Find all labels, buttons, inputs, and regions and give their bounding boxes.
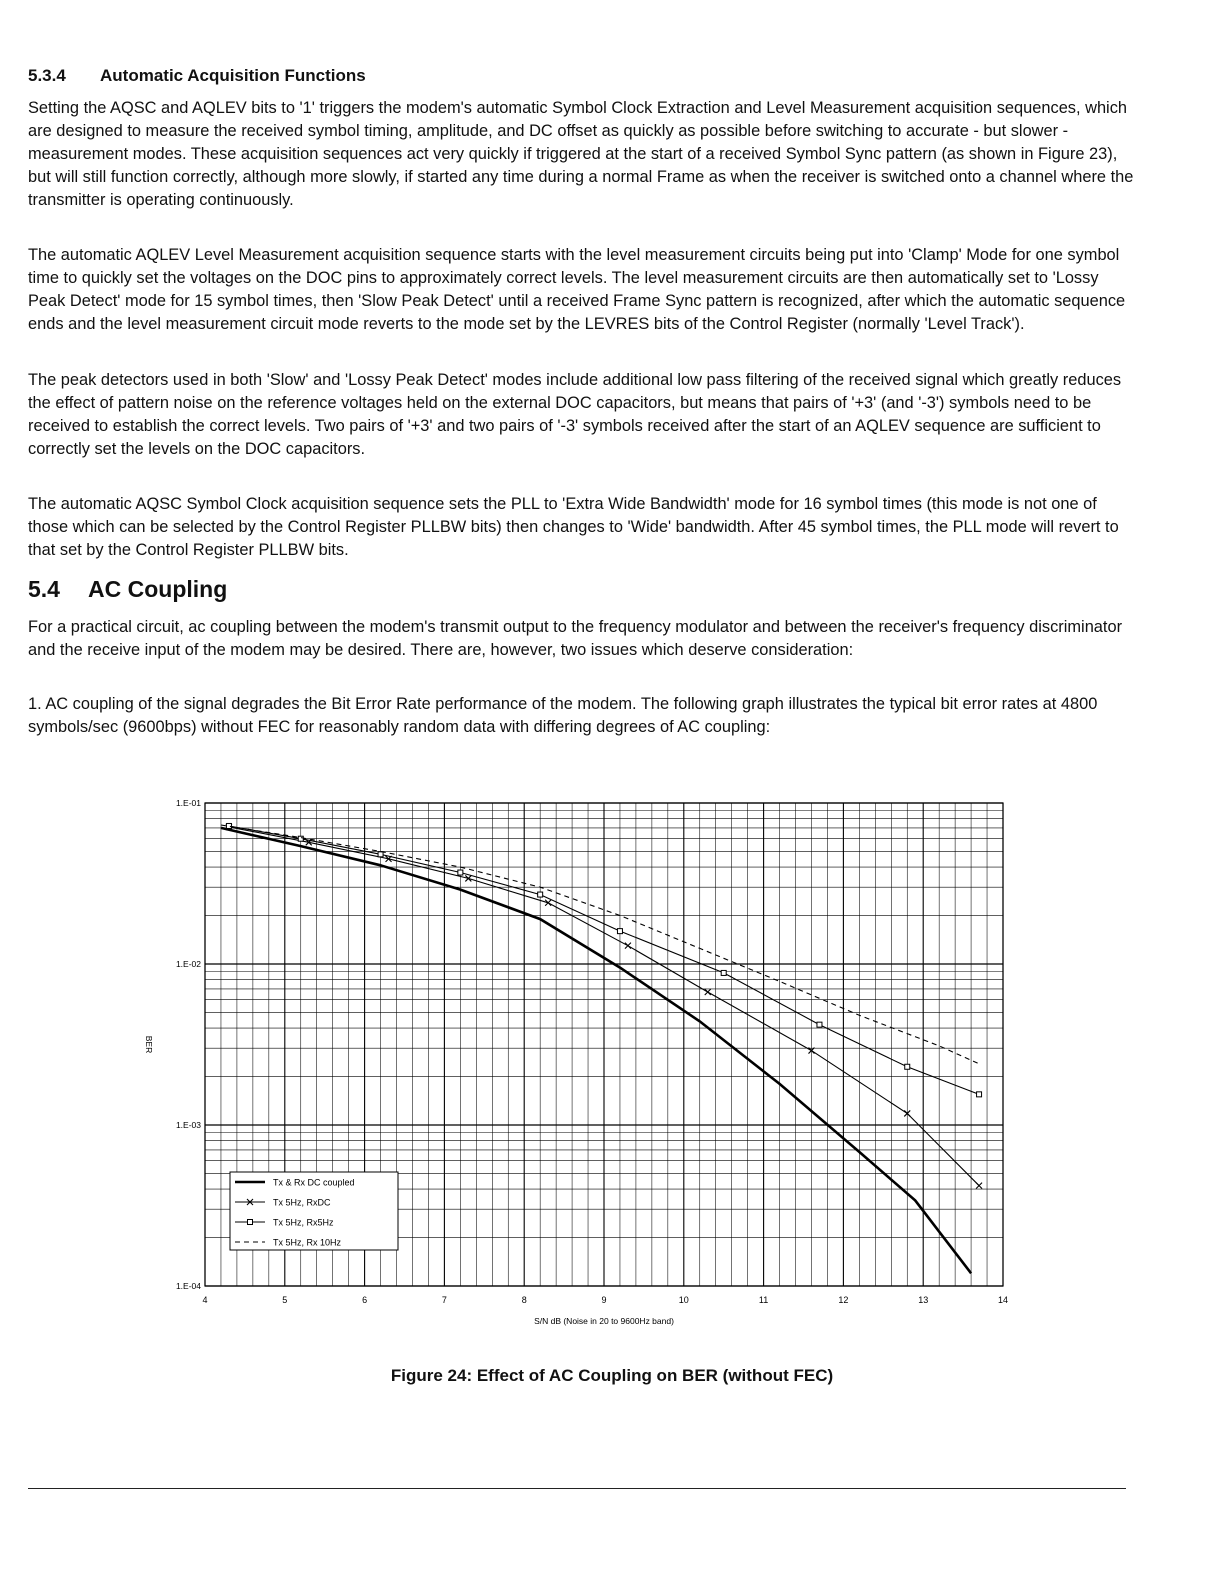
marker-square — [226, 823, 231, 828]
legend — [230, 1172, 398, 1250]
y-tick-label: 1.E-03 — [175, 1120, 201, 1130]
paragraph-aqlev-sequence: The automatic AQLEV Level Measurement acquisition sequence starts with the level measurement circuits being put into 'Clamp' Mode for one symbol time to quickly set the voltages on the DOC pins to approximately correct levels. The level measurement circuits are then automatically set to 'Lossy Peak Detect' mode for 15 symbol times, then 'Slow Peak Detect' until a received Frame Sync pattern is recognized, after which the automatic sequence ends and the level measurement circuit mode reverts to the mode set by the LEVRES bits of the Control Register (normally 'Level Track'). — [28, 246, 1126, 333]
marker-square — [378, 852, 383, 857]
x-tick-label: 13 — [918, 1295, 929, 1305]
legend-label: Tx & Rx DC coupled — [273, 1177, 355, 1188]
x-tick-label: 6 — [362, 1295, 368, 1305]
marker-x — [545, 900, 551, 906]
section-title: AC Coupling — [88, 576, 228, 602]
marker-square — [817, 1022, 822, 1027]
marker-square — [721, 970, 726, 975]
x-axis-label: S/N dB (Noise in 20 to 9600Hz band) — [534, 1316, 674, 1326]
y-tick-label: 1.E-02 — [175, 959, 201, 969]
x-tick-label: 8 — [521, 1295, 527, 1305]
paragraph-aqsc-aqlev: Setting the AQSC and AQLEV bits to '1' triggers the modem's automatic Symbol Clock Extraction and Level Measurement acquisition sequences, which are designed to measure the received symbol timing, amplitude, and DC offset as quickly as possible before switching to accurate - but slower - measurement modes. These acquisition sequences act very quickly if triggered at the start of a received Symbol Sync pattern (as shown in Figure 23), but will still function correctly, although more slowly, if started any time during a normal Frame as when the receiver is switched onto a channel where the transmitter is operating continuously. — [28, 99, 1134, 209]
footer-rule — [28, 1488, 1126, 1489]
marker-x — [625, 943, 631, 949]
marker-square — [538, 892, 543, 897]
section-title: Automatic Acquisition Functions — [100, 66, 366, 85]
x-tick-label: 9 — [601, 1295, 607, 1305]
x-tick-label: 11 — [758, 1295, 769, 1305]
marker-square — [617, 929, 622, 934]
x-tick-label: 12 — [838, 1295, 849, 1305]
section-heading-534 — [28, 66, 366, 86]
x-tick-label: 10 — [678, 1295, 689, 1305]
paragraph-aqsc-sequence: The automatic AQSC Symbol Clock acquisition sequence sets the PLL to 'Extra Wide Bandwidth' mode for 16 symbol times (this mode is not one of those which can be selected by the Control Register PLLBW bits) then changes to 'Wide' bandwidth. After 45 symbol times, the PLL mode will revert to that set by the Control Register PLLBW bits. — [28, 495, 1119, 559]
y-axis-label: BER — [144, 1035, 154, 1054]
ber-chart — [0, 790, 1224, 1350]
figure-caption: Figure 24: Effect of AC Coupling on BER (without FEC) — [390, 1366, 834, 1385]
x-tick-label: 7 — [441, 1295, 447, 1305]
paragraph-ac-coupling-intro: For a practical circuit, ac coupling between the modem's transmit output to the frequency modulator and between the receiver's frequency discriminator and the receive input of the modem may be desired. There are, however, two issues which deserve consideration: — [28, 618, 1123, 659]
marker-square — [977, 1092, 982, 1097]
x-tick-label: 14 — [997, 1295, 1009, 1305]
x-tick-label: 5 — [282, 1295, 288, 1305]
y-tick-label: 1.E-04 — [175, 1281, 201, 1291]
x-tick-label: 4 — [202, 1295, 208, 1305]
section-heading-54 — [28, 576, 227, 603]
legend-label: Tx 5Hz, RxDC — [273, 1197, 331, 1208]
marker-square — [298, 836, 303, 841]
marker-square — [905, 1064, 910, 1069]
marker-square — [458, 870, 463, 875]
legend-label: Tx 5Hz, Rx5Hz — [273, 1217, 334, 1228]
section-number: 5.4 — [28, 576, 60, 602]
legend-label: Tx 5Hz, Rx 10Hz — [273, 1237, 342, 1248]
paragraph-peak-detectors: The peak detectors used in both 'Slow' and 'Lossy Peak Detect' modes include additional low pass filtering of the received signal which greatly reduces the effect of pattern noise on the reference voltages held on the external DOC capacitors, but means that pairs of '+3' (and '-3') symbols need to be received to establish the correct levels. Two pairs of '+3' and two pairs of '-3' symbols received after the start of an AQLEV sequence are sufficient to correctly set the levels on the DOC capacitors. — [28, 371, 1122, 458]
y-tick-label: 1.E-01 — [175, 798, 201, 808]
marker-x — [976, 1183, 982, 1189]
marker-square — [248, 1220, 253, 1225]
section-number: 5.3.4 — [28, 66, 66, 85]
marker-x — [705, 989, 711, 995]
paragraph-ac-coupling-issue-1: 1. AC coupling of the signal degrades the Bit Error Rate performance of the modem. The following graph illustrates the typical bit error rates at 4800 symbols/sec (9600bps) without FEC for reasonably random data with differing degrees of AC coupling: — [28, 695, 1098, 736]
